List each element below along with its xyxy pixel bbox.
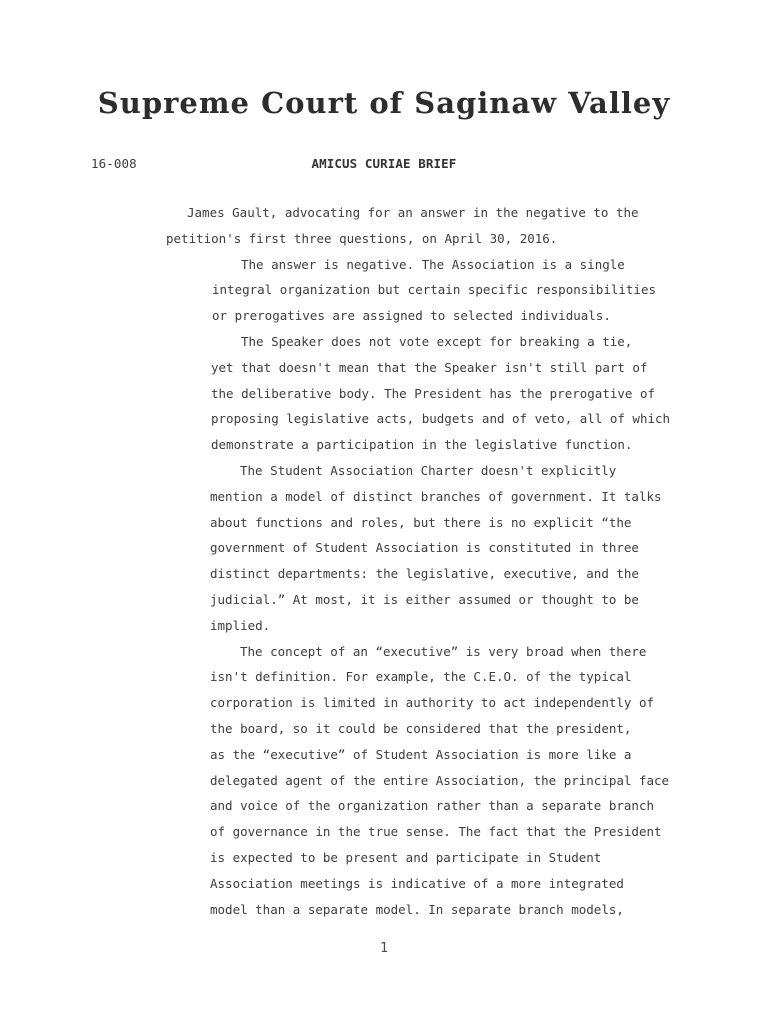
text-line: The concept of an “executive” is very broad when there xyxy=(240,643,647,659)
paragraph xyxy=(210,458,768,639)
text-line: corporation is limited in authority to act independently of xyxy=(210,695,655,711)
text-line: is expected to be present and participate in Student xyxy=(210,849,602,865)
text-line: delegated agent of the entire Association, the principal face xyxy=(210,772,670,788)
brief-header-row xyxy=(0,156,768,172)
paragraph xyxy=(211,329,768,458)
text-line: Association meetings is indicative of a more integrated xyxy=(210,875,624,891)
text-line: about functions and roles, but there is no explicit “the xyxy=(210,514,632,530)
paragraph xyxy=(212,252,768,329)
page-number: 1 xyxy=(380,941,388,956)
text-line: the board, so it could be considered that the president, xyxy=(210,720,632,736)
text-line: or prerogatives are assigned to selected individuals. xyxy=(212,308,611,324)
text-line: and voice of the organization rather than a separate branch xyxy=(210,798,655,814)
text-line: as the “executive” of Student Association is more like a xyxy=(210,746,632,762)
text-line: of governance in the true sense. The fact that the President xyxy=(210,824,662,840)
court-title: Supreme Court of Saginaw Valley xyxy=(97,86,671,120)
brief-heading: AMICUS CURIAE BRIEF xyxy=(311,156,457,171)
text-line: implied. xyxy=(210,617,271,633)
paragraph xyxy=(166,200,768,252)
text-line: the deliberative body. The President has the prerogative of xyxy=(211,385,656,401)
text-line: demonstrate a participation in the legislative function. xyxy=(211,437,633,453)
text-line: yet that doesn't mean that the Speaker isn't still part of xyxy=(211,359,648,375)
text-line: judicial.” At most, it is either assumed or thought to be xyxy=(210,591,639,607)
text-line: distinct departments: the legislative, executive, and the xyxy=(210,566,639,582)
text-line: The Student Association Charter doesn't explicitly xyxy=(240,462,617,478)
text-line: proposing legislative acts, budgets and of veto, all of which xyxy=(211,411,671,427)
text-line: petition's first three questions, on April 30, 2016. xyxy=(166,230,558,246)
text-line: model than a separate model. In separate branch models, xyxy=(210,901,624,917)
text-line: The answer is negative. The Association is a single xyxy=(241,256,625,272)
text-line: The Speaker does not vote except for breaking a tie, xyxy=(241,333,633,349)
text-line: mention a model of distinct branches of government. It talks xyxy=(210,488,662,504)
text-line: integral organization but certain specific responsibilities xyxy=(212,282,657,298)
text-line: government of Student Association is constituted in three xyxy=(210,540,639,556)
paragraph xyxy=(210,639,768,923)
text-line: James Gault, advocating for an answer in the negative to the xyxy=(187,205,639,220)
text-line: isn't definition. For example, the C.E.O. of the typical xyxy=(210,669,632,685)
case-number: 16-008 xyxy=(91,156,137,171)
document-body xyxy=(0,200,768,922)
